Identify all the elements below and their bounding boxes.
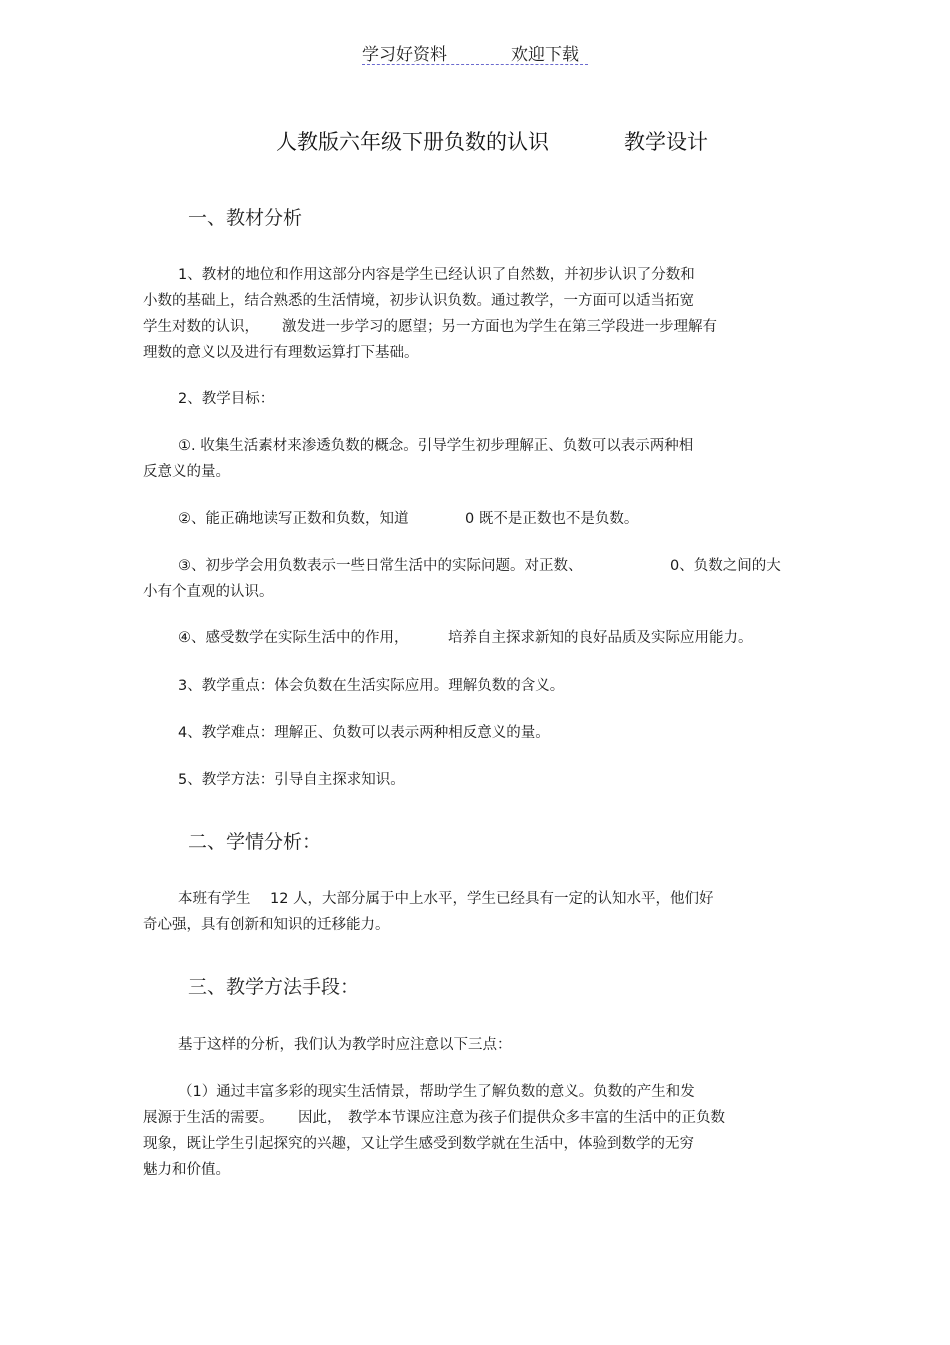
teaching-goals-label: 2、教学目标：	[178, 391, 275, 407]
header-left-text: 学习好资料	[362, 45, 447, 65]
goal-3-line: ③、初步学会用负数表示一些日常生活中的实际问题。对正数、	[178, 558, 583, 574]
paragraph-line: 1、教材的地位和作用这部分内容是学生已经认识了自然数，并初步认识了分数和	[178, 267, 695, 283]
goal-2-line: 0 既不是正数也不是负数。	[465, 511, 639, 527]
goal-3-line: 0、负数之间的大	[670, 558, 781, 574]
page-subtitle: 教学设计	[624, 130, 708, 154]
section-heading-teaching-methods: 三、教学方法手段：	[188, 976, 360, 998]
paragraph-line: 小数的基础上，结合熟悉的生活情境，初步认识负数。通过教学，一方面可以适当拓宽	[143, 293, 694, 309]
paragraph-line: 奇心强，具有创新和知识的迁移能力。	[143, 917, 390, 933]
teaching-focus: 3、教学重点：体会负数在生活实际应用。理解负数的含义。	[178, 678, 565, 694]
point-1-line: 教学本节课应注意为孩子们提供众多丰富的生活中的正负数	[348, 1110, 725, 1126]
goal-1-line: ①. 收集生活素材来渗透负数的概念。引导学生初步理解正、负数可以表示两种相	[178, 438, 694, 454]
goal-4-line: ④、感受数学在实际生活中的作用，	[178, 630, 409, 646]
header-dashed-rule	[362, 64, 588, 65]
point-1-line: （1）通过丰富多彩的现实生活情景，帮助学生了解负数的意义。负数的产生和发	[178, 1084, 695, 1100]
goal-1-line: 反意义的量。	[143, 464, 230, 480]
point-1-line: 现象，既让学生引起探究的兴趣，又让学生感受到数学就在生活中，体验到数学的无穷	[143, 1136, 694, 1152]
section-heading-textbook-analysis: 一、教材分析	[188, 207, 303, 229]
header-right-text: 欢迎下载	[511, 45, 579, 65]
point-1-line: 因此，	[298, 1110, 342, 1126]
paragraph-line: 理数的意义以及进行有理数运算打下基础。	[143, 345, 419, 361]
paragraph-line: 学生对数的认识，	[143, 319, 259, 335]
paragraph-line: 基于这样的分析，我们认为教学时应注意以下三点：	[178, 1037, 512, 1053]
goal-2-line: ②、能正确地读写正数和负数，知道	[178, 511, 409, 527]
teaching-method: 5、教学方法：引导自主探求知识。	[178, 772, 405, 788]
paragraph-line: 本班有学生	[178, 891, 251, 907]
point-1-line: 魅力和价值。	[143, 1162, 230, 1178]
page-title: 人教版六年级下册负数的认识	[276, 130, 549, 154]
goal-4-line: 培养自主探求新知的良好品质及实际应用能力。	[448, 630, 753, 646]
teaching-difficulty: 4、教学难点：理解正、负数可以表示两种相反意义的量。	[178, 725, 550, 741]
section-heading-student-analysis: 二、学情分析：	[188, 831, 322, 853]
goal-3-line: 小有个直观的认识。	[143, 584, 274, 600]
paragraph-line: 激发进一步学习的愿望；另一方面也为学生在第三学段进一步理解有	[282, 319, 717, 335]
paragraph-line: 12 人，大部分属于中上水平，学生已经具有一定的认知水平，他们好	[270, 891, 714, 907]
point-1-line: 展源于生活的需要。	[143, 1110, 274, 1126]
